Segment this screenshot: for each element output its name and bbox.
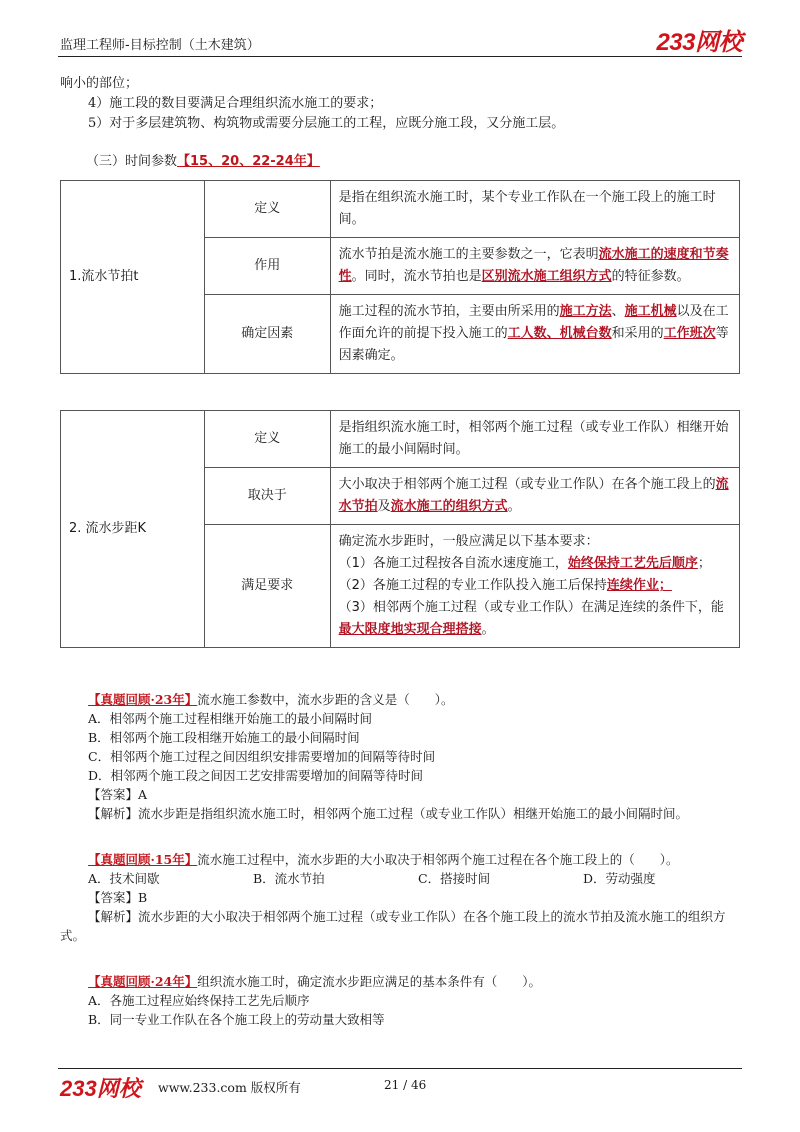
- aspect-desc: [330, 468, 739, 525]
- aspect-label: 满足要求: [204, 525, 330, 648]
- option: B．同一专业工作队在各个施工段上的劳动量大致相等: [88, 1012, 385, 1027]
- desc-text: 的特征参数。: [611, 269, 690, 284]
- param-name: 2. 流水步距K: [61, 411, 205, 648]
- desc-text: 确定流水步距时，一般应满足以下基本要求：: [338, 534, 599, 549]
- key-term: 流水施工的组织方式: [390, 499, 508, 514]
- aspect-desc: [330, 525, 739, 648]
- option: A．相邻两个施工过程相继开始施工的最小间隔时间: [88, 711, 373, 726]
- desc-text: （2）各施工过程的专业工作队投入施工后保持: [338, 578, 607, 593]
- flow-step-table: [60, 410, 740, 648]
- footer-logo: 233网校: [60, 1076, 141, 1101]
- aspect-desc: [330, 238, 739, 295]
- aspect-label: 定义: [204, 181, 330, 238]
- footer-divider: [58, 1068, 742, 1069]
- aspect-label: 确定因素: [204, 295, 330, 374]
- document-title: 监理工程师-目标控制（土木建筑）: [60, 38, 260, 53]
- section-years-tag: 【15、20、22-24年】: [177, 154, 320, 169]
- desc-text: （3）相邻两个施工过程（或专业工作队）在满足连续的条件下，能: [338, 600, 724, 615]
- aspect-desc: [330, 411, 739, 468]
- desc-text: 。: [507, 499, 521, 514]
- question-text: 流水施工参数中，流水步距的含义是（ ）。: [197, 692, 454, 707]
- desc-text: 是指组织流水施工时，相邻两个施工过程（或专业工作队）相继开始施工的最小间隔时间。: [338, 420, 729, 457]
- question-block-1: [60, 690, 750, 823]
- desc-text: 。同时，流水节拍也是: [351, 269, 482, 284]
- option: B．流水节拍: [253, 871, 325, 886]
- key-term: 连续作业；: [606, 578, 672, 593]
- desc-text: 、: [611, 304, 625, 319]
- desc-text: （1）各施工过程按各自流水速度施工，: [338, 556, 568, 571]
- param-name: 1.流水节拍t: [61, 181, 205, 374]
- question-stem: [60, 690, 750, 709]
- desc-text: 及: [377, 499, 391, 514]
- option: D．相邻两个施工段之间因工艺安排需要增加的间隔等待时间: [88, 768, 424, 783]
- option: B．相邻两个施工段相继开始施工的最小间隔时间: [88, 730, 360, 745]
- aspect-label: 作用: [204, 238, 330, 295]
- question-stem: [60, 972, 750, 991]
- desc-text: 以及在工作面允许的前提下投入施工的: [338, 304, 729, 341]
- desc-text: 和采用的: [611, 326, 664, 341]
- analysis: 【解析】流水步距的大小取决于相邻两个施工过程（或专业工作队）在各个施工段上的流水节拍及流水施工的组织方式。: [60, 909, 726, 943]
- answer: 【答案】B: [88, 890, 148, 905]
- answer: 【答案】A: [88, 787, 148, 802]
- desc-text: 流水节拍是流水施工的主要参数之一，它表明: [338, 247, 599, 262]
- question-tag: 【真题回顾·15年】: [88, 852, 198, 867]
- intro-text: [60, 74, 740, 134]
- option: D．劳动强度: [583, 871, 656, 886]
- key-term: 施工机械: [624, 304, 677, 319]
- options-row: [60, 869, 750, 888]
- question-block-2: [60, 850, 750, 945]
- page-number: 21 / 46: [384, 1078, 427, 1092]
- question-tag: 【真题回顾·23年】: [88, 692, 198, 707]
- key-term: 工作班次: [663, 326, 716, 341]
- desc-text: 等因素确定。: [338, 326, 729, 363]
- option: C．相邻两个施工过程之间因组织安排需要增加的间隔等待时间: [88, 749, 436, 764]
- desc-text: 大小取决于相邻两个施工过程（或专业工作队）在各个施工段上的: [338, 477, 716, 492]
- question-text: 组织流水施工时，确定流水步距应满足的基本条件有（ ）。: [197, 974, 542, 989]
- option: A．各施工过程应始终保持工艺先后顺序: [88, 993, 310, 1008]
- desc-text: ；: [697, 556, 711, 571]
- header-divider: [58, 56, 742, 57]
- analysis: 【解析】流水步距是指组织流水施工时，相邻两个施工过程（或专业工作队）相继开始施工的最小间隔时间。: [88, 806, 689, 821]
- key-term: 始终保持工艺先后顺序: [567, 556, 698, 571]
- key-term: 流水节拍: [338, 477, 729, 514]
- aspect-desc: [330, 181, 739, 238]
- desc-text: 是指在组织流水施工时，某个专业工作队在一个施工段上的施工时间。: [338, 190, 716, 227]
- section-heading: [86, 150, 320, 169]
- intro-line: 5）对于多层建筑物、构筑物或需要分层施工的工程，应既分施工段，又分施工层。: [88, 116, 565, 131]
- intro-line: 4）施工段的数目要满足合理组织流水施工的要求；: [88, 96, 383, 111]
- question-stem: [60, 850, 750, 869]
- section-title: （三）时间参数: [86, 154, 178, 169]
- key-term: 施工方法: [559, 304, 612, 319]
- desc-text: 施工过程的流水节拍，主要由所采用的: [338, 304, 560, 319]
- option: A．技术间歇: [88, 871, 160, 886]
- key-term: 流水施工的速度和节奏性: [338, 247, 729, 284]
- table-row: [61, 411, 740, 468]
- intro-line: 响小的部位；: [60, 76, 139, 91]
- key-term: 工人数、机械台数: [507, 326, 612, 341]
- key-term: 最大限度地实现合理搭接: [338, 622, 482, 637]
- question-block-3: [60, 972, 750, 1029]
- brand-logo: 233网校: [656, 29, 742, 56]
- aspect-label: 取决于: [204, 468, 330, 525]
- question-text: 流水施工过程中，流水步距的大小取决于相邻两个施工过程在各个施工段上的（ ）。: [197, 852, 679, 867]
- aspect-desc: [330, 295, 739, 374]
- aspect-label: 定义: [204, 411, 330, 468]
- desc-text: 。: [481, 622, 495, 637]
- footer-url: www.233.com 版权所有: [158, 1080, 301, 1095]
- flow-beat-table: [60, 180, 740, 374]
- table-row: [61, 181, 740, 238]
- key-term: 区别流水施工组织方式: [481, 269, 612, 284]
- option: C．搭接时间: [418, 871, 491, 886]
- question-tag: 【真题回顾·24年】: [88, 974, 198, 989]
